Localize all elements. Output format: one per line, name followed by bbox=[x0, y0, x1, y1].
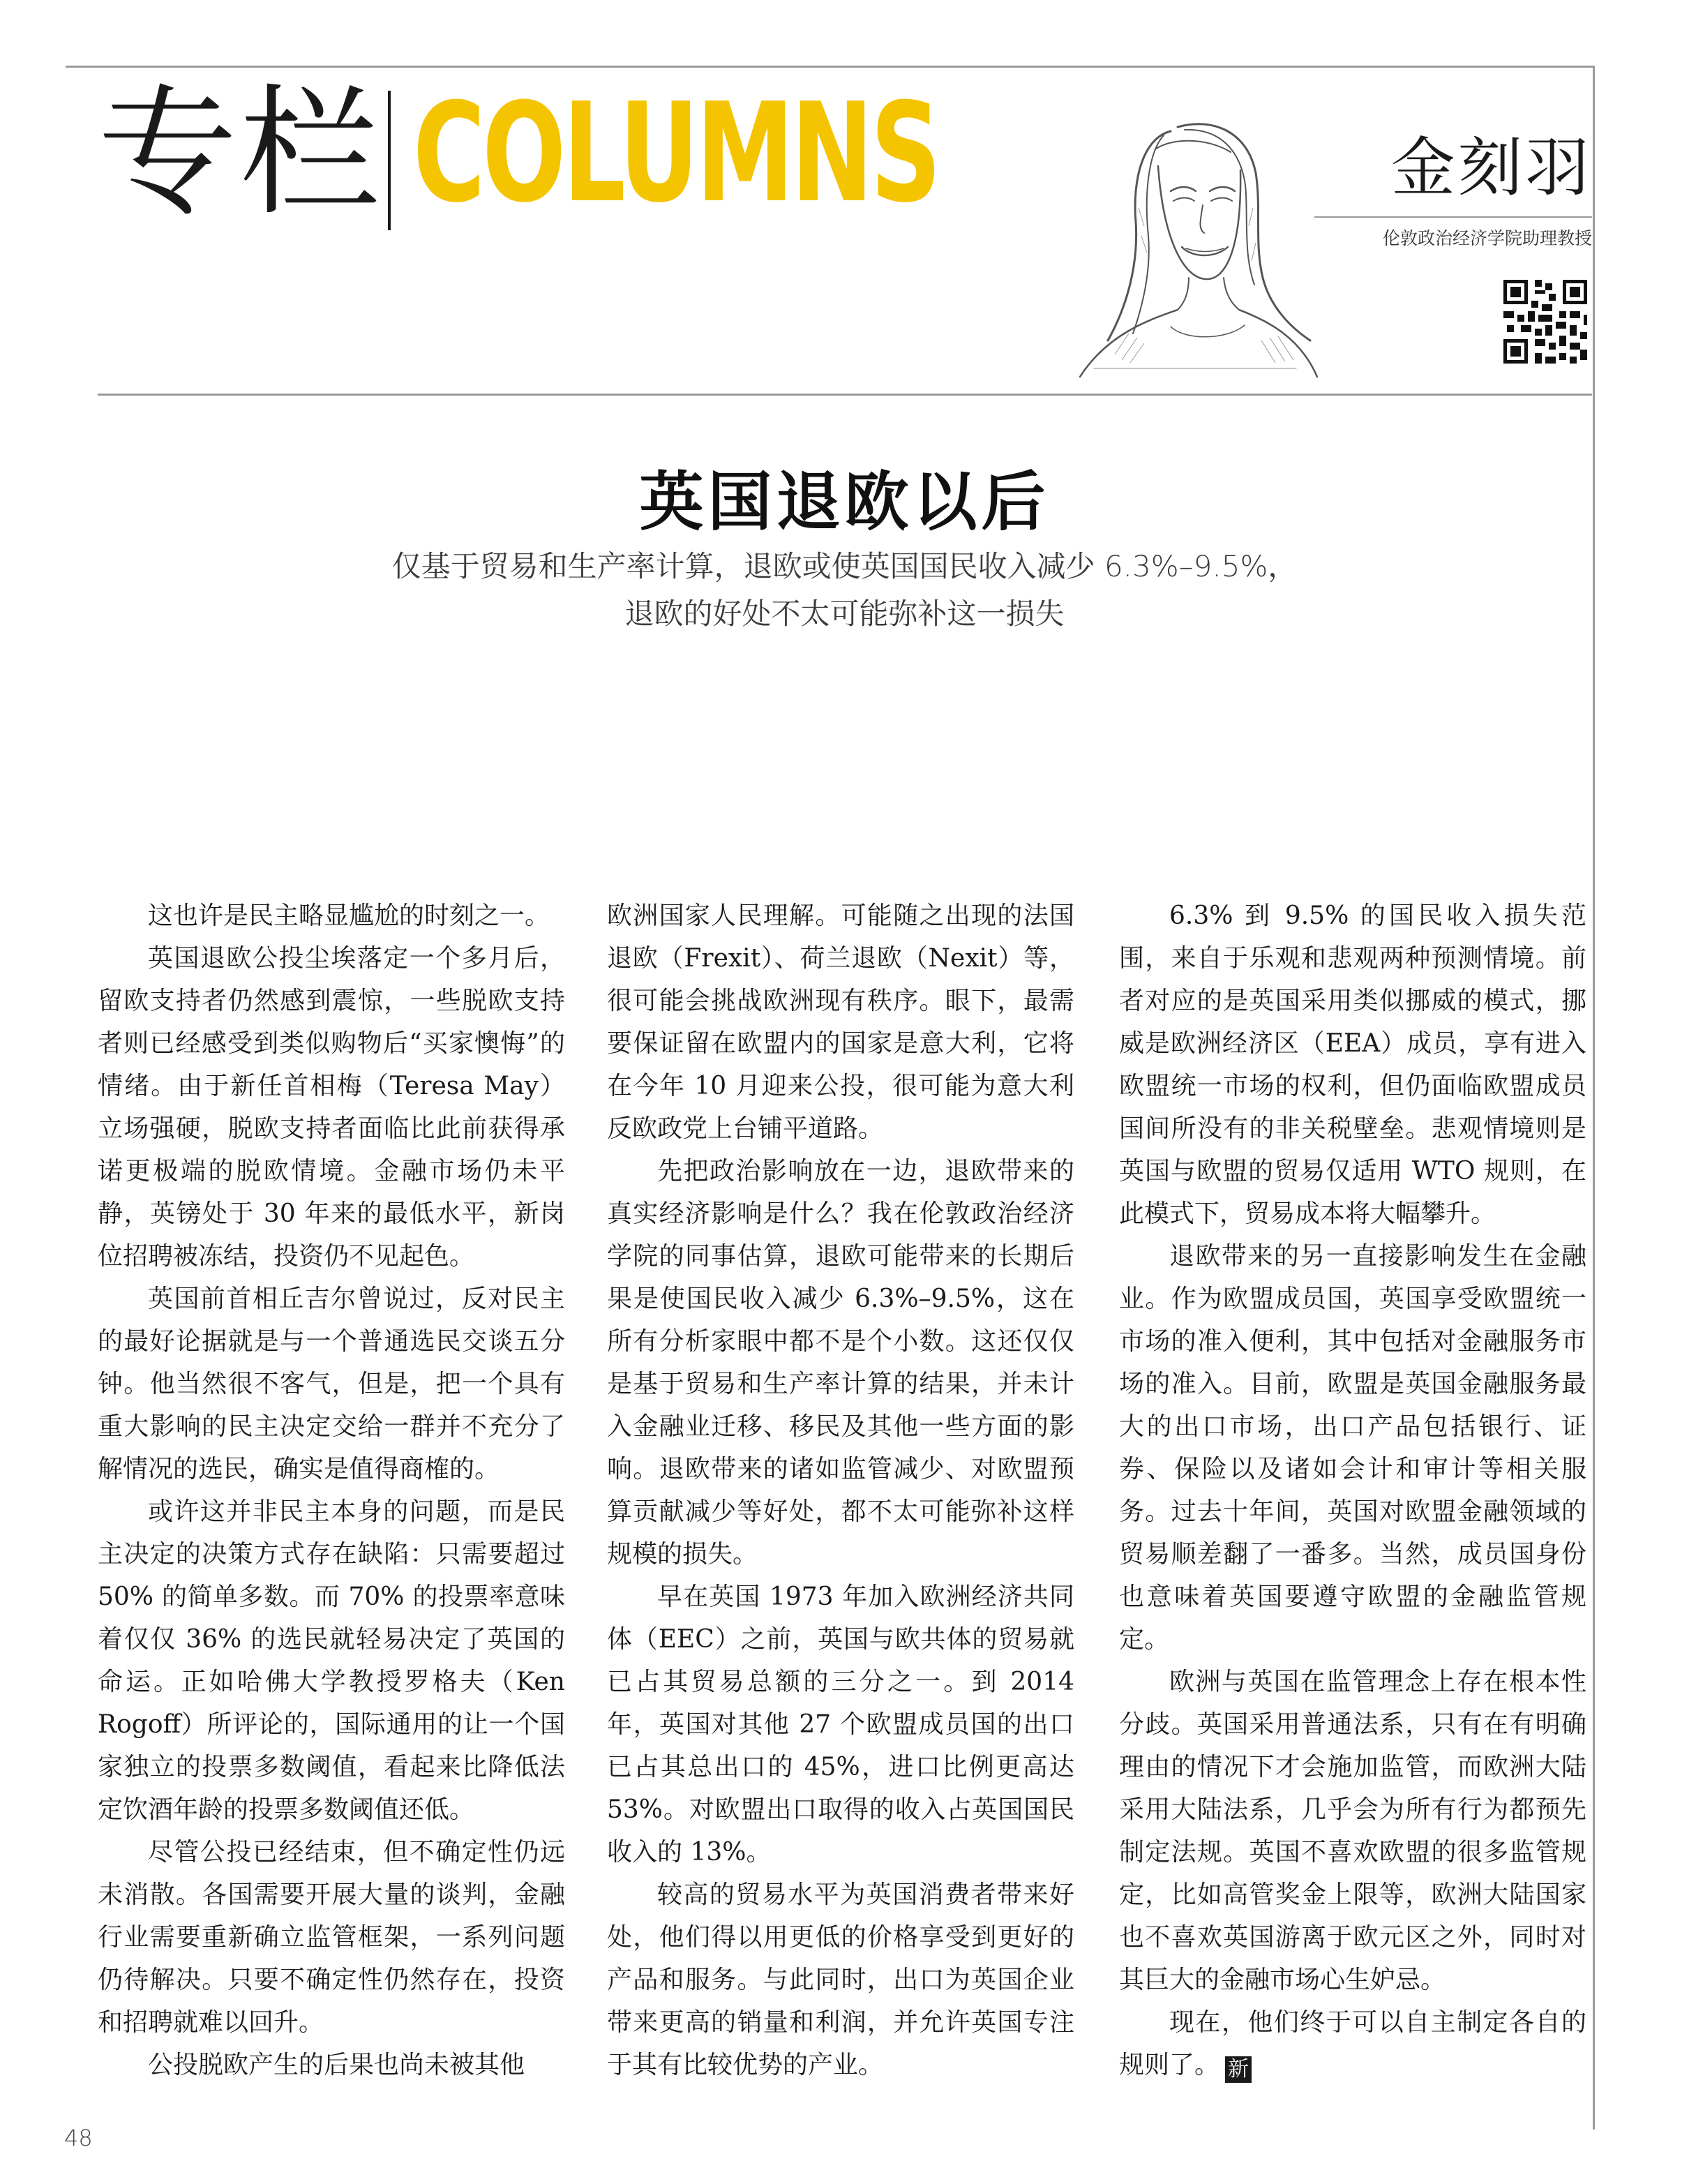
paragraph: 公投脱欧产生的后果也尚未被其他 bbox=[148, 2051, 525, 2079]
final-text: 现在，他们终于可以自主制定各自的规则了。 bbox=[1119, 2008, 1586, 2079]
article-column-1 bbox=[98, 895, 565, 2086]
section-title-en: COLUMNS bbox=[413, 74, 938, 233]
paragraph: 早在英国 1973 年加入欧洲经济共同体（EEC）之前，英国与欧共体的贸易就已占其贸易总额的三分之一。到 2014 年，英国对其他 27 个欧盟成员国的出口已占其总出口的 45%，进口比例更高达 53%。对欧盟出口取得的收入占英国国民收入的 13%。 bbox=[607, 1583, 1074, 1867]
frame-right-rule bbox=[1593, 66, 1595, 2130]
author-name: 金刻羽 bbox=[1390, 130, 1592, 205]
paragraph: 英国前首相丘吉尔曾说过，反对民主的最好论据就是与一个普通选民交谈五分钟。他当然很不客气，但是，把一个具有重大影响的民主决定交给一群并不充分了解情况的选民，确实是值得商榷的。 bbox=[98, 1285, 565, 1483]
author-rule bbox=[1314, 216, 1592, 218]
paragraph: 先把政治影响放在一边，退欧带来的真实经济影响是什么？我在伦敦政治经济学院的同事估算，退欧可能带来的长期后果是使国民收入减少 6.3%–9.5%，这在所有分析家眼中都不是个小数。这还仅仅是基于贸易和生产率计算的结果，并未计入金融业迁移、移民及其他一些方面的影响。退欧带来的诸如监管减少、对欧盟预算贡献减少等好处，都不太可能弥补这样规模的损失。 bbox=[607, 1157, 1074, 1569]
paragraph: 较高的贸易水平为英国消费者带来好处，他们得以用更低的价格享受到更好的产品和服务。与此同时，出口为英国企业带来更高的销量和利润，并允许英国专注于其有比较优势的产业。 bbox=[607, 1880, 1074, 2079]
paragraph: 6.3% 到 9.5% 的国民收入损失范围，来自于乐观和悲观两种预测情境。前者对应的是英国采用类似挪威的模式，挪威是欧洲经济区（EEA）成员，享有进入欧盟统一市场的权利，但仍面临欧盟成员国间所没有的非关税壁垒。悲观情境则是英国与欧盟的贸易仅适用 WTO 规则，在此模式下，贸易成本将大幅攀升。 bbox=[1119, 902, 1586, 1228]
paragraph: 欧洲与英国在监管理念上存在根本性分歧。英国采用普通法系，只有在有明确理由的情况下才会施加监管，而欧洲大陆采用大陆法系，几乎会为所有行为都预先制定法规。英国不喜欢欧盟的很多监管规定，比如高管奖金上限等，欧洲大陆国家也不喜欢英国游离于欧元区之外，同时对其巨大的金融市场心生妒忌。 bbox=[1119, 1668, 1586, 1994]
article-deck-line-2: 退欧的好处不太可能弥补这一损失 bbox=[624, 597, 1065, 631]
qr-code-icon bbox=[1500, 276, 1591, 367]
paragraph-final bbox=[1119, 2001, 1586, 2086]
author-title: 伦敦政治经济学院助理教授 bbox=[1382, 228, 1592, 248]
header-rule bbox=[98, 394, 1592, 396]
section-title-divider bbox=[388, 91, 391, 230]
page-number: 48 bbox=[64, 2125, 93, 2151]
paragraph: 或许这并非民主本身的问题，而是民主决定的决策方式存在缺陷：只需要超过 50% 的简单多数。而 70% 的投票率意味着仅仅 36% 的选民就轻易决定了英国的命运。正如哈佛大学教授罗格夫（Ken Rogoff）所评论的，国际通用的让一个国家独立的投票多数阈值，看起来比降低法定饮酒年龄的投票多数阈值还低。 bbox=[98, 1497, 565, 1824]
frame-top-rule bbox=[66, 66, 1595, 68]
paragraph: 这也许是民主略显尴尬的时刻之一。 bbox=[148, 902, 550, 930]
paragraph: 英国退欧公投尘埃落定一个多月后，留欧支持者仍然感到震惊，一些脱欧支持者则已经感受到类似购物后“买家懊悔”的情绪。由于新任首相梅（Teresa May）立场强硬，脱欧支持者面临比此前获得承诺更极端的脱欧情境。金融市场仍未平静，英镑处于 30 年来的最低水平，新岗位招聘被冻结，投资仍不见起色。 bbox=[98, 944, 565, 1271]
paragraph: 尽管公投已经结束，但不确定性仍远未消散。各国需要开展大量的谈判，金融行业需要重新确立监管框架，一系列问题仍待解决。只要不确定性仍然存在，投资和招聘就难以回升。 bbox=[98, 1838, 565, 2037]
paragraph-continued: 欧洲国家人民理解。可能随之出现的法国退欧（Frexit）、荷兰退欧（Nexit）等，很可能会挑战欧洲现有秩序。眼下，最需要保证留在欧盟内的国家是意大利，它将在今年 10 月迎来公投，很可能为意大利反欧政党上台铺平道路。 bbox=[607, 902, 1074, 1143]
article-column-2 bbox=[607, 895, 1074, 2086]
section-title-zh: 专栏 bbox=[98, 72, 383, 234]
article-headline: 英国退欧以后 bbox=[639, 465, 1050, 539]
author-portrait-sketch bbox=[1066, 103, 1327, 382]
end-mark-icon: 新 bbox=[1225, 2056, 1252, 2083]
article-column-3 bbox=[1119, 895, 1586, 2086]
paragraph: 退欧带来的另一直接影响发生在金融业。作为欧盟成员国，英国享受欧盟统一市场的准入便利，其中包括对金融服务市场的准入。目前，欧盟是英国金融服务最大的出口市场，出口产品包括银行、证券、保险以及诸如会计和审计等相关服务。过去十年间，英国对欧盟金融领域的贸易顺差翻了一番多。当然，成员国身份也意味着英国要遵守欧盟的金融监管规定。 bbox=[1119, 1242, 1586, 1654]
article-deck-line-1: 仅基于贸易和生产率计算，退欧或使英国国民收入减少 6.3%–9.5%， bbox=[391, 549, 1298, 583]
